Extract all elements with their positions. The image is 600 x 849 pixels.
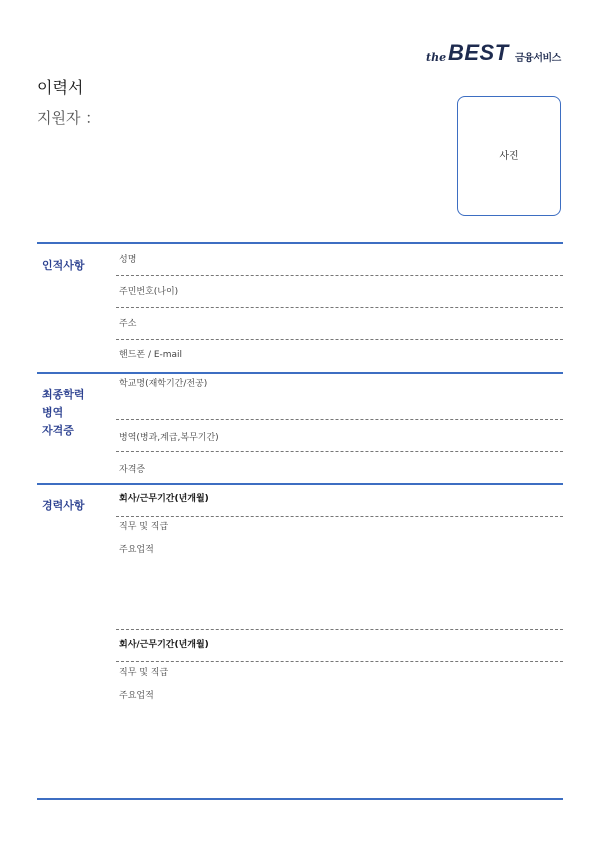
section-divider: [37, 242, 563, 244]
logo-service: 금융서비스: [515, 53, 561, 64]
field-divider: [116, 661, 563, 662]
photo-label: 사진: [499, 151, 519, 162]
career-company: 회사/근무기간(년개월): [119, 494, 209, 504]
career-position: 직무 및 직급: [119, 668, 169, 678]
field-divider: [116, 516, 563, 517]
field-name: 성명: [119, 255, 137, 265]
section-title-career: 경력사항: [42, 499, 85, 512]
field-divider: [116, 629, 563, 630]
field-divider: [116, 275, 563, 276]
page-title: 이력서: [37, 78, 84, 97]
section-divider: [37, 372, 563, 374]
career-company: 회사/근무기간(년개월): [119, 640, 209, 650]
logo-best: BEST: [448, 40, 509, 65]
field-divider: [116, 451, 563, 452]
career-achievements: 주요업적: [119, 691, 154, 701]
field-id-number: 주민번호(나이): [119, 287, 179, 297]
bottom-divider: [37, 798, 563, 800]
field-divider: [116, 307, 563, 308]
field-address: 주소: [119, 319, 137, 329]
photo-box[interactable]: [457, 96, 561, 216]
career-position: 직무 및 직급: [119, 522, 169, 532]
field-phone-email: 핸드폰 / E-mail: [119, 350, 183, 360]
logo-the: the: [426, 51, 447, 64]
section-title-line: 병역: [42, 406, 64, 419]
applicant-label: 지원자 ：: [37, 109, 101, 127]
field-divider: [116, 339, 563, 340]
section-title-personal: 인적사항: [42, 259, 85, 272]
career-achievements: 주요업적: [119, 545, 154, 555]
section-title-line: 최종학력: [42, 388, 85, 401]
section-divider: [37, 483, 563, 485]
section-title-education: [42, 386, 85, 440]
field-certificate: 자격증: [119, 465, 146, 475]
field-school: 학교명(재학기간/전공): [119, 379, 208, 389]
field-military: 병역(병과,계급,복무기간): [119, 433, 219, 443]
field-divider: [116, 419, 563, 420]
company-logo: [420, 40, 570, 66]
section-title-line: 자격증: [42, 424, 74, 437]
